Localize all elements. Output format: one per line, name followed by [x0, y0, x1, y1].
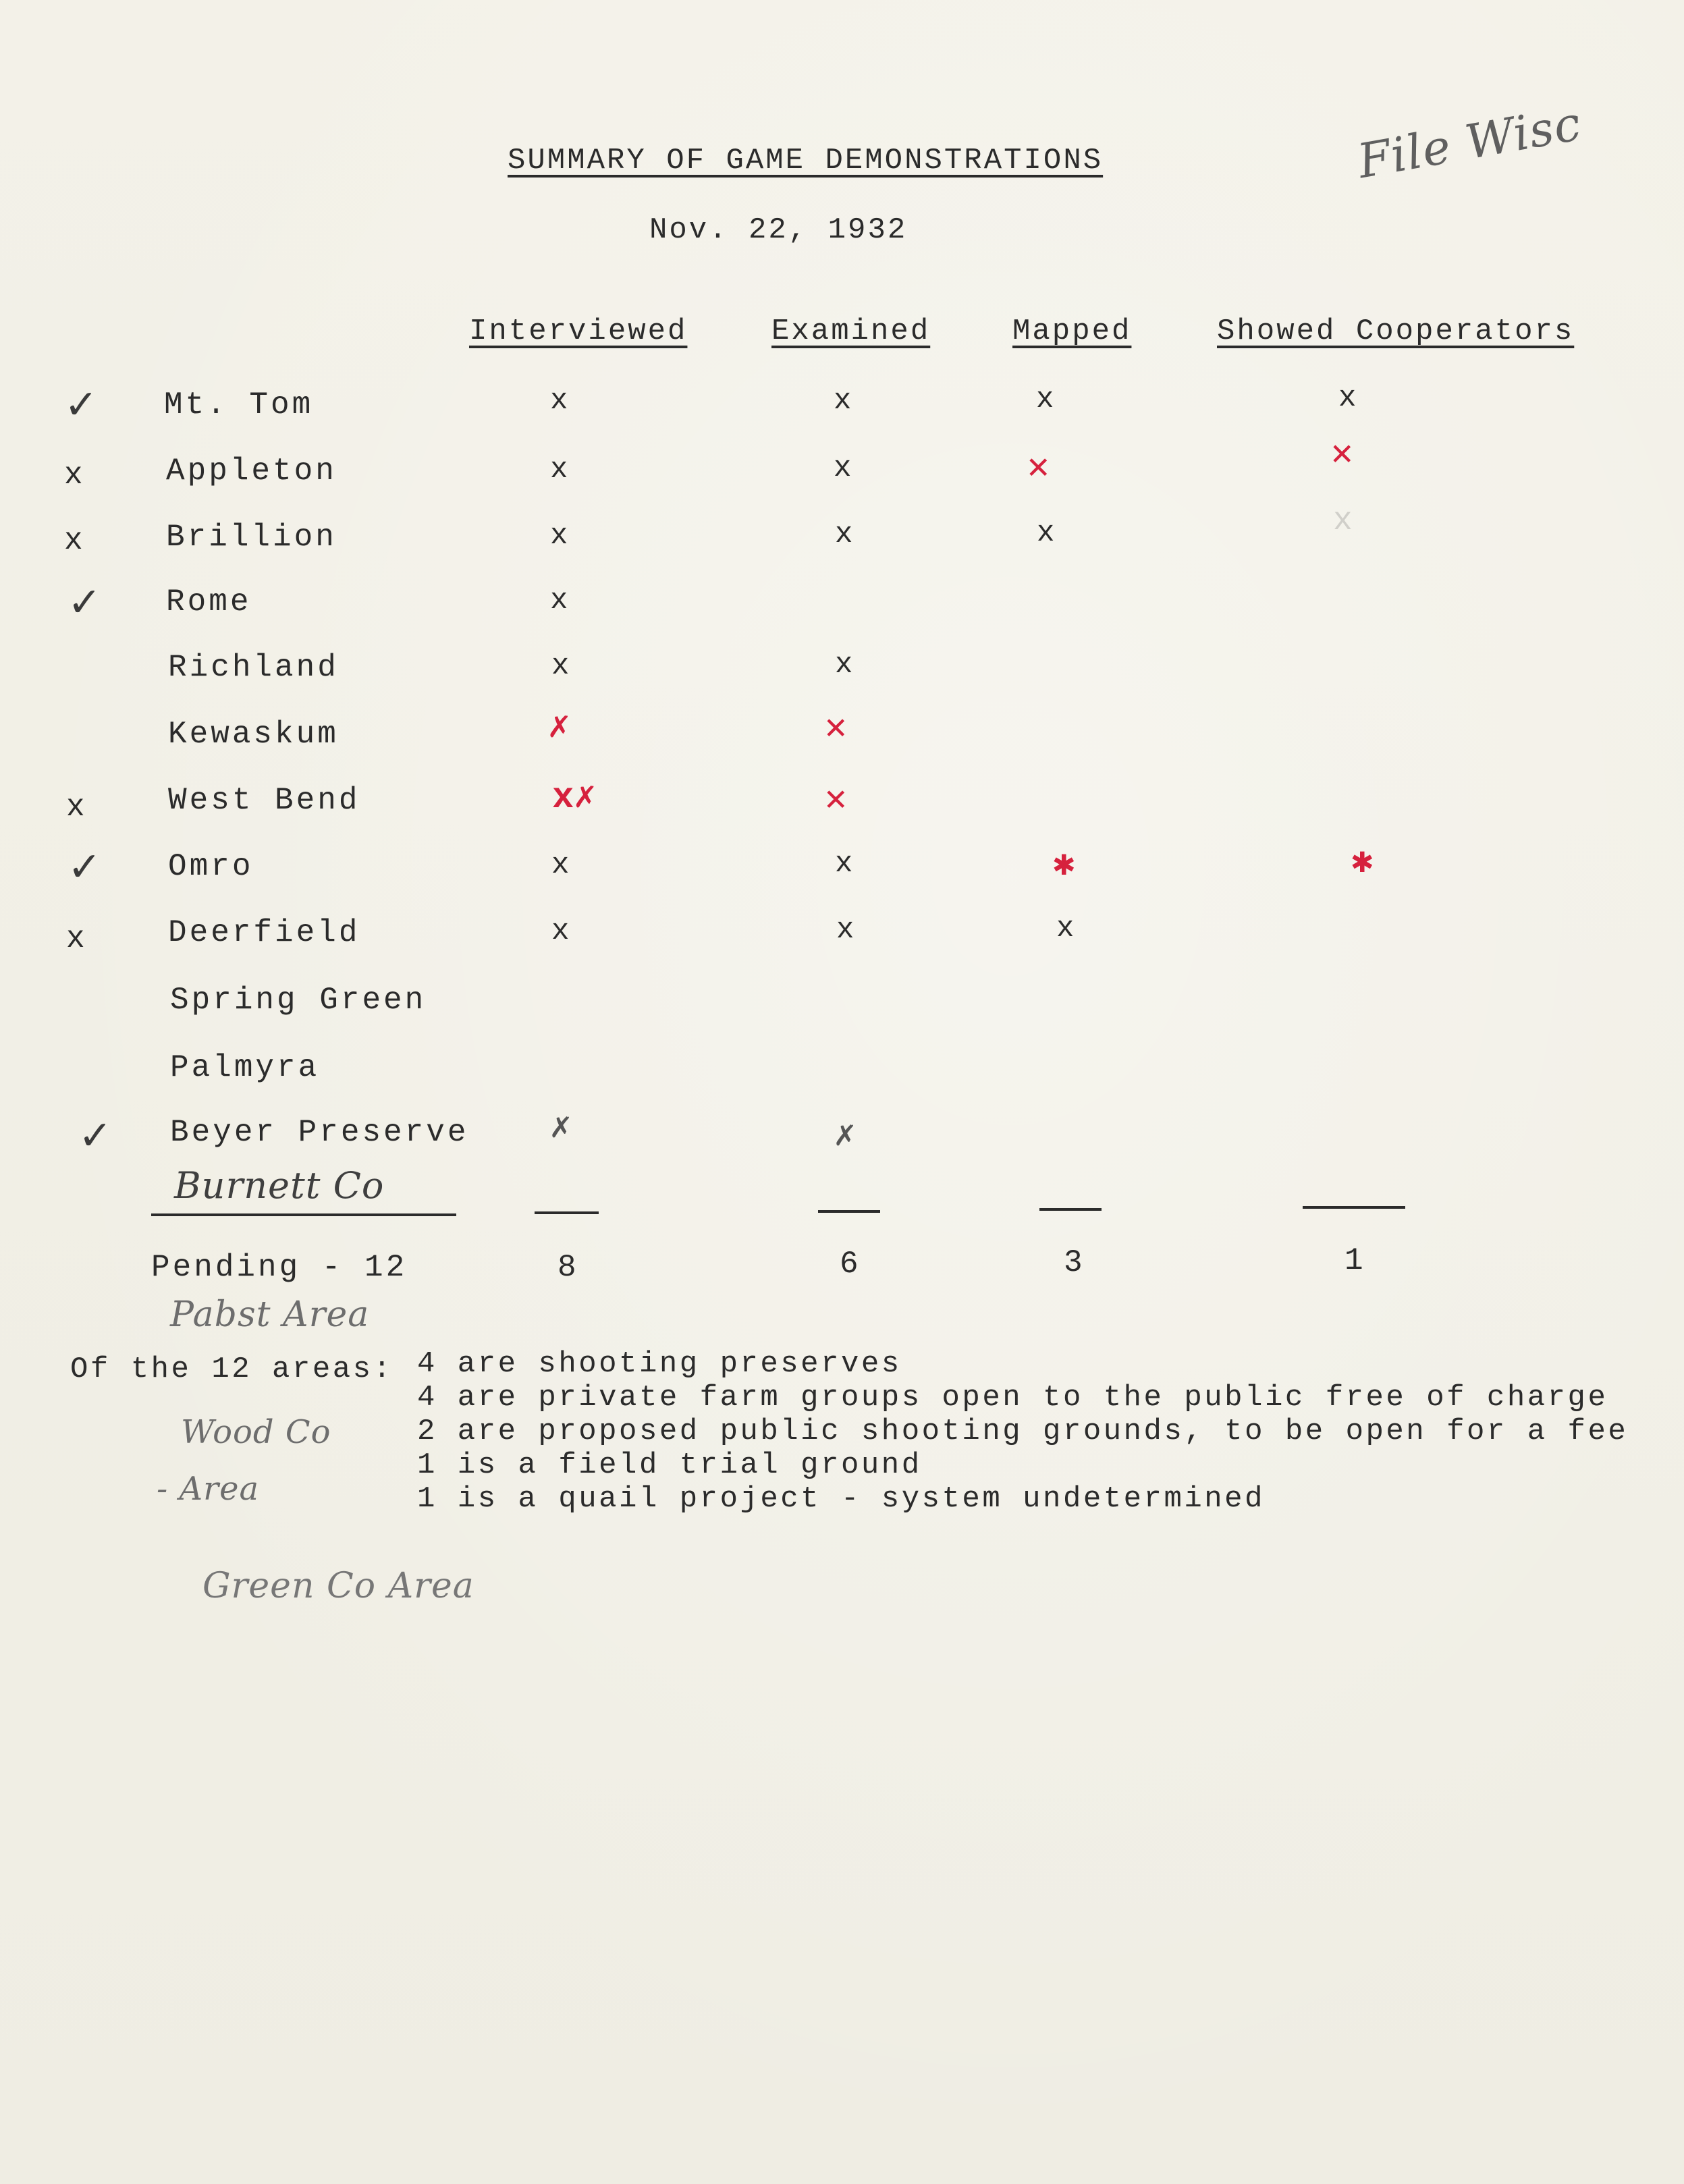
area-name: Kewaskum [168, 717, 339, 752]
interviewed-total-rule [535, 1211, 599, 1214]
areas-line: 1 is a quail project - system undetermined [417, 1482, 1265, 1516]
mapped-mark: x [1037, 516, 1055, 550]
handwritten-file-note: File Wisc [1353, 95, 1585, 190]
interviewed-pencil-mark: ✗ [550, 1108, 572, 1148]
examined-total: 6 [840, 1247, 861, 1282]
interviewed-mark: x [551, 848, 570, 882]
area-name: Richland [168, 650, 339, 685]
interviewed-mark: x [550, 384, 568, 418]
mapped-total-rule [1039, 1208, 1102, 1211]
cooperators-red-mark: ✱ [1351, 842, 1374, 883]
interviewed-mark: x [550, 453, 568, 487]
check-mark: ✓ [64, 381, 99, 429]
cooperators-total: 1 [1345, 1243, 1366, 1278]
mapped-red-mark: ✱ [1053, 845, 1075, 886]
column-header-mapped: Mapped [1012, 315, 1132, 348]
areas-line: 4 are private farm groups open to the public free of charge [417, 1381, 1608, 1415]
check-mark: ✓ [78, 1112, 113, 1159]
area-name: Brillion [166, 520, 337, 555]
row-prefix-mark: x [64, 523, 86, 558]
area-name: Palmyra [170, 1050, 320, 1085]
pending-underline [151, 1213, 456, 1216]
interviewed-mixed-mark: x✗ [552, 777, 596, 819]
document-date: Nov. 22, 1932 [649, 213, 908, 247]
areas-intro: Of the 12 areas: [70, 1353, 393, 1386]
column-header-interviewed: Interviewed [469, 315, 688, 348]
area-name: Spring Green [170, 983, 427, 1018]
cooperators-total-rule [1303, 1206, 1405, 1209]
row-prefix-mark: x [64, 458, 86, 493]
mapped-mark: x [1056, 912, 1075, 946]
interviewed-mark: x [551, 649, 570, 683]
interviewed-red-mark: ✗ [548, 707, 570, 748]
row-prefix-mark: x [66, 790, 88, 825]
area-name: Deerfield [168, 915, 360, 950]
examined-mark: x [834, 452, 852, 485]
area-name: Beyer Preserve [170, 1115, 469, 1150]
examined-mark: x [834, 384, 852, 418]
check-mark: ✓ [67, 579, 102, 626]
examined-mark: x [835, 648, 853, 682]
column-header-examined: Examined [771, 315, 931, 348]
handwritten-wood-co: Wood Co [181, 1413, 331, 1451]
cooperators-mark: x [1338, 381, 1357, 415]
interviewed-total: 8 [558, 1250, 579, 1285]
examined-mark: x [835, 518, 853, 551]
handwritten-burnett-co: Burnett Co [174, 1164, 385, 1207]
cooperators-faded-mark: x [1333, 503, 1353, 539]
examined-total-rule [818, 1210, 880, 1213]
handwritten-area: - Area [157, 1470, 260, 1508]
area-name: Mt. Tom [164, 387, 314, 422]
mapped-mark: x [1036, 383, 1054, 416]
interviewed-mark: x [550, 519, 568, 553]
area-name: Omro [168, 849, 254, 884]
area-name: Appleton [166, 454, 337, 489]
mapped-total: 3 [1064, 1245, 1085, 1280]
check-mark: ✓ [67, 844, 102, 891]
interviewed-mark: x [551, 914, 570, 948]
row-prefix-mark: x [66, 921, 88, 956]
examined-red-mark: ✕ [825, 780, 847, 821]
handwritten-pabst-area: Pabst Area [170, 1294, 370, 1335]
areas-line: 2 are proposed public shooting grounds, to be open for a fee [417, 1415, 1629, 1448]
areas-line: 1 is a field trial ground [417, 1448, 922, 1482]
document-title: SUMMARY OF GAME DEMONSTRATIONS [508, 144, 1104, 178]
area-name: West Bend [168, 783, 360, 818]
handwritten-green-co-area: Green Co Area [202, 1566, 474, 1606]
examined-red-mark: ✕ [825, 709, 847, 750]
areas-line: 4 are shooting preserves [417, 1347, 902, 1381]
column-header-showed-cooperators: Showed Cooperators [1217, 315, 1575, 348]
area-name: Rome [166, 584, 252, 620]
examined-mark: x [835, 847, 853, 881]
examined-mark: x [836, 913, 854, 947]
mapped-red-mark: ✕ [1027, 448, 1050, 489]
interviewed-mark: x [550, 584, 568, 618]
cooperators-red-mark: ✕ [1331, 435, 1353, 476]
pending-label: Pending - 12 [151, 1250, 408, 1285]
examined-pencil-mark: ✗ [834, 1116, 856, 1156]
